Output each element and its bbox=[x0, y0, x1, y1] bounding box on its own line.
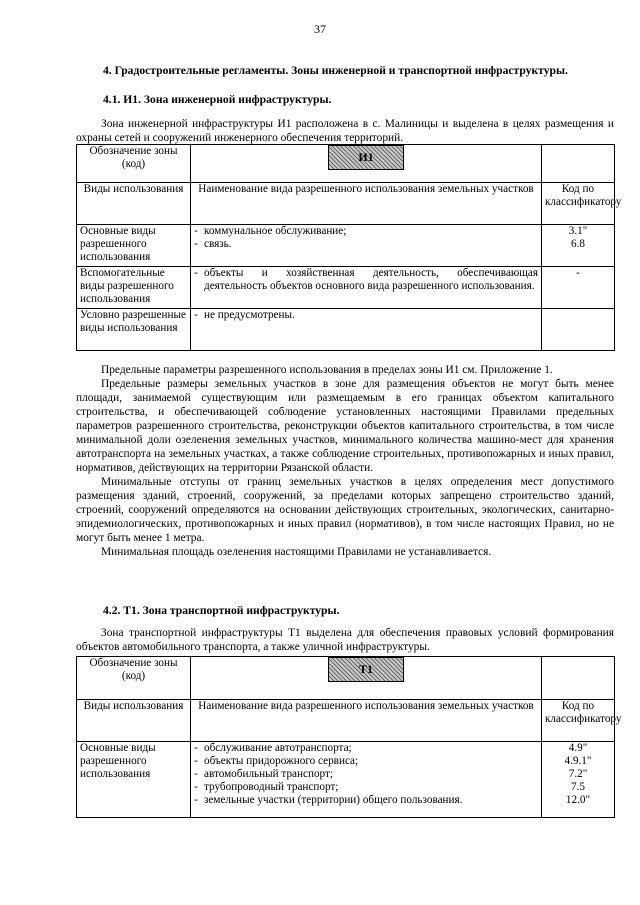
row-codes: 3.1" 6.8 bbox=[542, 225, 615, 267]
zone-label-cell: Обозначение зоны (код) bbox=[77, 657, 191, 700]
paragraph: Предельные размеры земельных участков в зоне для размещения объектов не могут быть менее площади, занимаемой существующим или размещаемым в его границах объектом капитального строительства, и обеспечивающей соблюдение установленных настоящими Правилами предельных параметров разрешенного строительства, реконструкции объектов капитального строительства, в том числе минимальной доли озеленения земельных участков, минимального количества машино-мест для хранения автотранспорта на земельных участках, а также соблюдение строительных, противопожарных и иных правил, нормативов, действующих на территории Рязанской области. bbox=[76, 378, 614, 474]
col-header-code: Код по классификатору bbox=[542, 700, 615, 742]
zone-code-badge: Т1 bbox=[328, 657, 404, 682]
page-number: 37 bbox=[314, 22, 326, 36]
list-item: - связь. bbox=[194, 238, 232, 250]
zone-code-badge: И1 bbox=[328, 145, 404, 170]
zone-heading-i1: 4.1. И1. Зона инженерной инфраструктуры. bbox=[103, 93, 332, 106]
zone-intro-t1: Зона транспортной инфраструктуры Т1 выделена для обеспечения правовых условий формирования объектов автомобильного транспорта, а также уличной инфраструктуры. bbox=[76, 627, 614, 653]
col-header-types: Виды использования bbox=[77, 700, 191, 742]
row-type: Основные виды разрешенного использования bbox=[77, 225, 191, 267]
row-type: Основные виды разрешенного использования bbox=[77, 742, 191, 818]
row-items bbox=[191, 267, 542, 309]
row-items bbox=[191, 225, 542, 267]
row-codes: 4.9" 4.9.1" 7.2" 7.5 12.0" bbox=[542, 742, 615, 818]
col-header-code: Код по классификатору bbox=[542, 183, 615, 225]
zone-intro-i1: Зона инженерной инфраструктуры И1 расположена в с. Малиницы и выделена в целях размещения и охраны сетей и сооружений инженерного обеспечения территорий. bbox=[76, 118, 614, 144]
list-item: - обслуживание автотранспорта; bbox=[194, 742, 352, 754]
paragraph: Минимальная площадь озеленения настоящими Правилами не устанавливается. bbox=[101, 546, 492, 558]
row-type: Условно разрешенные виды использования bbox=[77, 309, 191, 351]
list-item: - не предусмотрены. bbox=[194, 309, 295, 321]
zone-heading-t1: 4.2. Т1. Зона транспортной инфраструктуры. bbox=[103, 604, 340, 617]
list-item: - коммунальное обслуживание; bbox=[194, 225, 347, 237]
paragraph: Минимальные отступы от границ земельных участков в целях определения мест допустимого размещения зданий, строений, сооружений, за пределами которых запрещено строительство зданий, строений, сооружений определяются на основании действующих строительных, экологических, санитарно-эпидемиологических, противопожарных и иных правил (нормативов), в том числе настоящих Правил, но не могут быть менее 1 метра. bbox=[76, 476, 614, 544]
zone-code-cell bbox=[191, 657, 542, 700]
zone-i1-text bbox=[76, 363, 614, 559]
row-codes: - bbox=[542, 267, 615, 309]
list-item: - земельные участки (территории) общего пользования. bbox=[194, 794, 463, 806]
list-item: - объекты и хозяйственная деятельность, обеспечивающая деятельность объектов основного вида разрешенного использования. bbox=[194, 267, 538, 292]
paragraph: Предельные параметры разрешенного использования в пределах зоны И1 см. Приложение 1. bbox=[101, 364, 553, 376]
col-header-types: Виды использования bbox=[77, 183, 191, 225]
list-item: - трубопроводный транспорт; bbox=[194, 781, 339, 793]
list-item: - объекты придорожного сервиса; bbox=[194, 755, 359, 767]
zone-table-t1 bbox=[76, 656, 622, 818]
zone-table-i1 bbox=[76, 144, 622, 351]
col-header-name: Наименование вида разрешенного использования земельных участков bbox=[191, 183, 542, 225]
row-items bbox=[191, 309, 542, 351]
row-type: Вспомогательные виды разрешенного использования bbox=[77, 267, 191, 309]
list-item: - автомобильный транспорт; bbox=[194, 768, 333, 780]
zone-label-cell: Обозначение зоны (код) bbox=[77, 145, 191, 183]
col-header-name: Наименование вида разрешенного использования земельных участков bbox=[191, 700, 542, 742]
section-title: 4. Градостроительные регламенты. Зоны инженерной и транспортной инфраструктуры. bbox=[103, 64, 568, 77]
row-items bbox=[191, 742, 542, 818]
zone-code-cell bbox=[191, 145, 542, 183]
